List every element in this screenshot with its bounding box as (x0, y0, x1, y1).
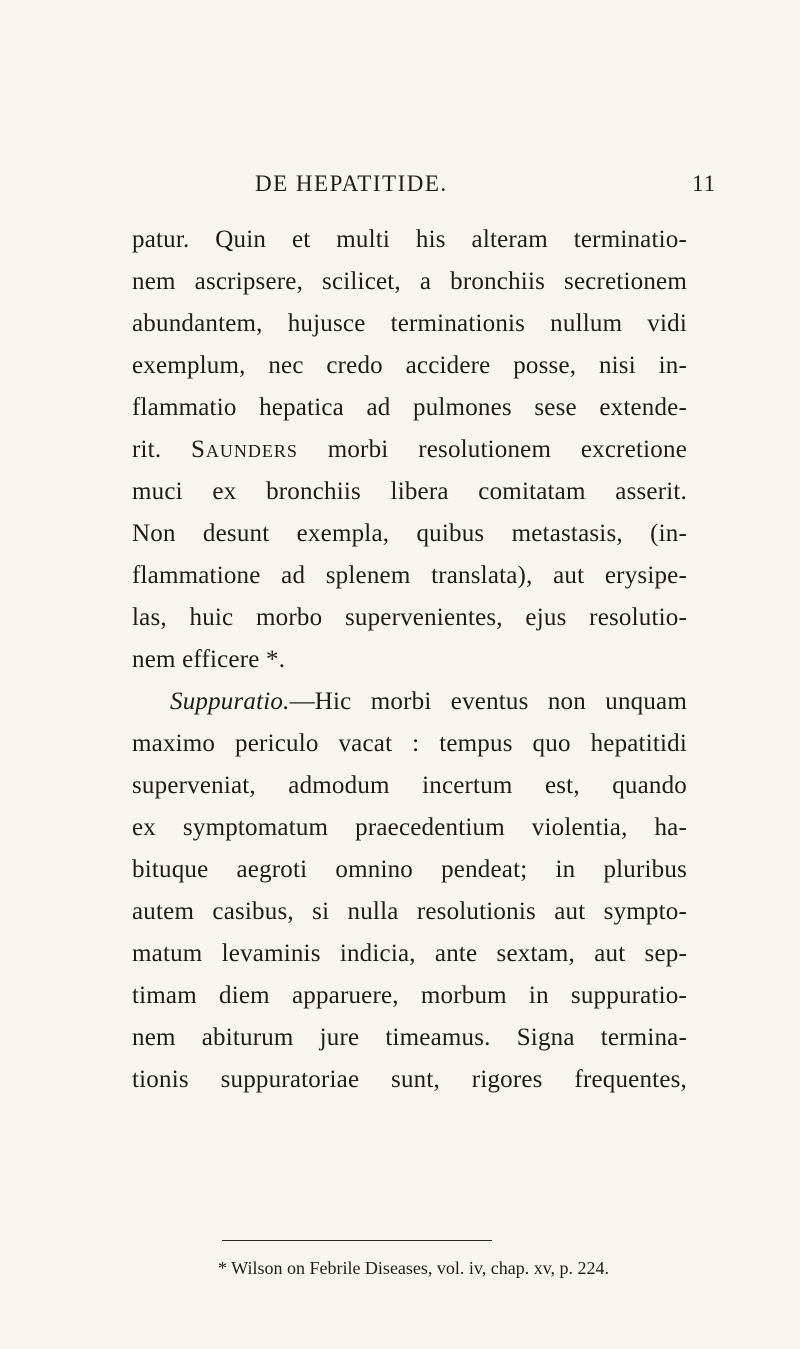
text-line: tionis suppuratoriae sunt, rigores frequentes, (132, 1066, 687, 1093)
author-name-smallcaps: Saunders (191, 436, 298, 463)
text-line: flammatio hepatica ad pulmones sese extende- (132, 394, 687, 421)
text-run: rit. (132, 436, 192, 463)
text-run: morbi resolutionem excretione (297, 436, 687, 463)
text-line: maximo periculo vacat : tempus quo hepatitidi (132, 730, 687, 757)
text-line: flammatione ad splenem translata), aut erysipe- (132, 562, 687, 589)
text-line: nem abiturum jure timeamus. Signa termina- (132, 1024, 687, 1051)
text-line: las, huic morbo supervenientes, ejus resolutio- (132, 604, 687, 631)
page-number: 11 (692, 171, 717, 196)
footnote-divider (222, 1240, 492, 1241)
text-line (132, 432, 687, 474)
text-line: nem efficere *. (132, 646, 286, 673)
running-title: DE HEPATITIDE. (255, 171, 448, 196)
text-line: nem ascripsere, scilicet, a bronchiis secretionem (132, 268, 687, 295)
text-line (170, 684, 687, 726)
text-run: —Hic morbi eventus non unquam (289, 688, 687, 715)
text-line: abundantem, hujusce terminationis nullum vidi (132, 310, 687, 337)
running-head (0, 171, 800, 201)
text-line: superveniat, admodum incertum est, quando (132, 772, 687, 799)
text-line: exemplum, nec credo accidere posse, nisi in- (132, 352, 687, 379)
text-line: bituque aegroti omnino pendeat; in pluribus (132, 856, 687, 883)
text-line: patur. Quin et multi his alteram terminatio- (132, 226, 687, 253)
text-line: autem casibus, si nulla resolutionis aut sympto- (132, 898, 687, 925)
text-line: timam diem apparuere, morbum in suppuratio- (132, 982, 687, 1009)
text-line: Non desunt exempla, quibus metastasis, (in- (132, 520, 687, 547)
footnote: * Wilson on Febrile Diseases, vol. iv, chap. xv, p. 224. (218, 1258, 610, 1278)
text-line: matum levaminis indicia, ante sextam, aut sep- (132, 940, 687, 967)
section-heading-italic: Suppuratio. (170, 688, 290, 715)
text-line: ex symptomatum praecedentium violentia, ha- (132, 814, 687, 841)
text-line: muci ex bronchiis libera comitatam asserit. (132, 478, 687, 505)
